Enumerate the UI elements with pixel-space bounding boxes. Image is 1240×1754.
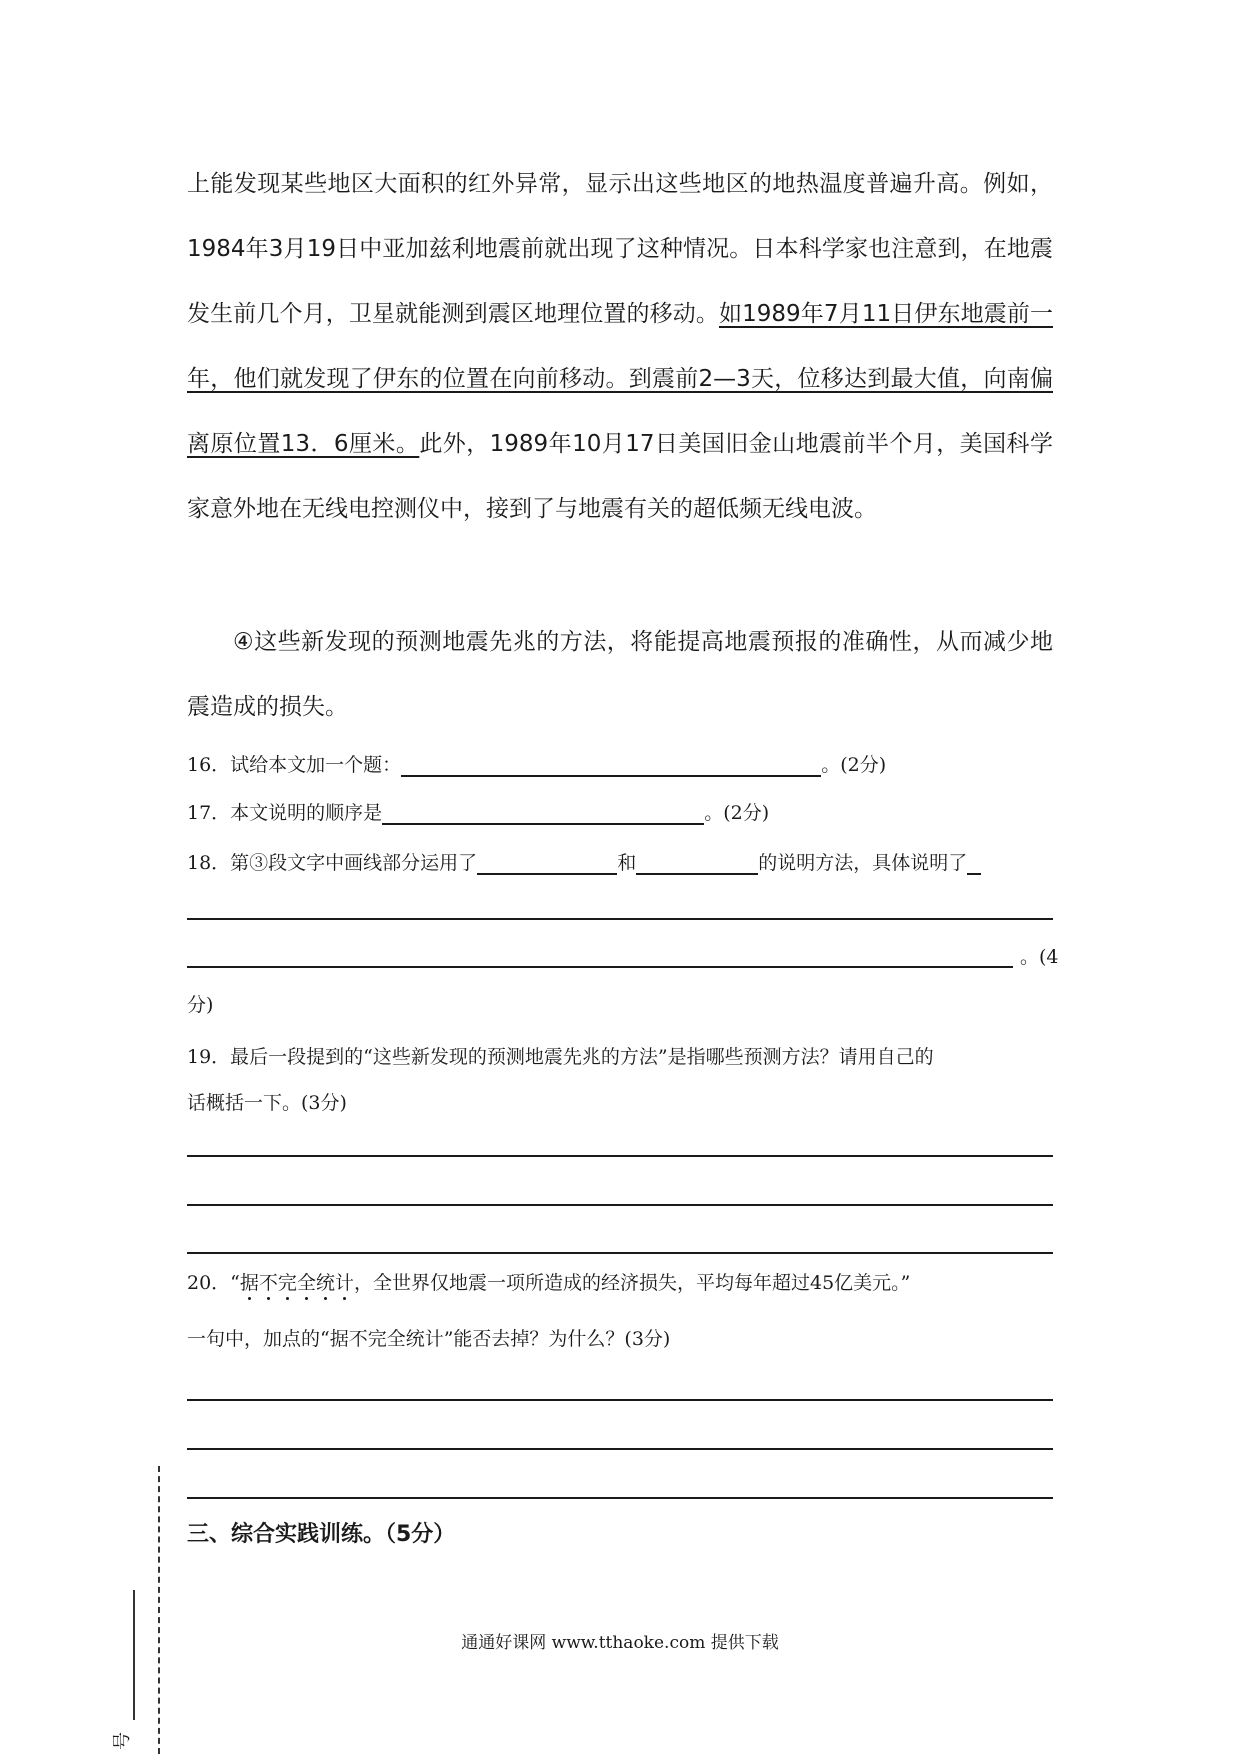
q16-answer-blank[interactable] <box>401 749 821 777</box>
passage-p3-underlined: 如1989年7月11日伊东地震前一年，他们就发现了伊东的位置在向前移动。到震前2—3天，位移达到最大值，向南偏离原位置13．6厘米。 <box>187 301 1053 457</box>
q17-answer-blank[interactable] <box>382 797 704 825</box>
q18-blank-method-2[interactable] <box>636 847 758 875</box>
q20-answer-line-1[interactable] <box>187 1399 1053 1401</box>
q16-score: 。(2分) <box>821 754 887 776</box>
footer-source: 通通好课网 www.tthaoke.com 提供下载 <box>461 1633 779 1653</box>
q18-prompt: 18．第③段文字中画线部分运用了 <box>187 852 478 874</box>
q19-answer-line-2[interactable] <box>187 1204 1053 1206</box>
question-16 <box>187 742 1053 788</box>
q19-line-2: 话概括一下。(3分) <box>187 1092 347 1114</box>
q20-dotted-char: 统 <box>315 1272 335 1294</box>
q18-and: 和 <box>617 852 637 874</box>
passage-p3-lead: 上能发现某些地区大面积的红外异常，显示出这些地区的地热温度普遍升高。例如，1984年3月19日中亚加兹利地震前就出现了这种情况。日本科学家也注意到，在地震发生前几个月，卫星就能测到震区地理位置的移动。 <box>187 171 1053 327</box>
passage-p3-tail: 此外，1989年10月17日美国旧金山地震前半个月，美国科学家意外地在无线电控测仪中，接到了与地震有关的超低频无线电波。 <box>187 431 1053 522</box>
q18-score-b: 分) <box>187 994 214 1016</box>
binding-side-label: 号 <box>112 1732 133 1750</box>
q20-dotted-char: 据 <box>239 1272 259 1294</box>
question-18 <box>187 840 1053 886</box>
passage-paragraph-4: ④这些新发现的预测地震先兆的方法，将能提高地震预报的准确性，从而减少地震造成的损失。 <box>187 629 1053 720</box>
binding-dashed-line <box>158 1466 160 1754</box>
q20-pre: 20．“ <box>187 1272 240 1294</box>
q20-dotted-char: 完 <box>277 1272 297 1294</box>
q16-prompt: 16．试给本文加一个题： <box>187 754 402 776</box>
q20-post: ，全世界仅地震一项所造成的经济损失，平均每年超过45亿美元。” <box>353 1272 911 1294</box>
q18-answer-line-1[interactable] <box>187 918 1053 920</box>
q18-blank-method-1[interactable] <box>477 847 617 875</box>
q20-dotted-char: 计 <box>334 1272 354 1294</box>
q18-rest: 的说明方法，具体说明了 <box>758 852 968 874</box>
section-3-title: 三、综合实践训练。（5分） <box>187 1522 456 1547</box>
q20-answer-line-2[interactable] <box>187 1448 1053 1450</box>
q19-line-1: 19．最后一段提到的“这些新发现的预测地震先兆的方法”是指哪些预测方法？请用自己的 <box>187 1046 934 1068</box>
q18-blank-explain-start[interactable] <box>967 847 981 875</box>
q20-dotted-char: 不 <box>258 1272 278 1294</box>
q20-answer-line-3[interactable] <box>187 1497 1053 1499</box>
q17-prompt: 17．本文说明的顺序是 <box>187 802 383 824</box>
q19-answer-line-1[interactable] <box>187 1155 1053 1157</box>
q20-dotted-char: 全 <box>296 1272 316 1294</box>
q17-score: 。(2分) <box>704 802 770 824</box>
q20-line-1 <box>187 1260 1053 1306</box>
q19-answer-line-3[interactable] <box>187 1252 1053 1254</box>
q18-answer-line-2[interactable] <box>187 966 1013 968</box>
passage-paragraph-3 <box>187 152 1053 542</box>
q20-line-2: 一句中，加点的“据不完全统计”能否去掉？为什么？(3分) <box>187 1328 671 1350</box>
q18-score-a: 。(4 <box>1020 946 1059 968</box>
question-17 <box>187 790 1053 836</box>
binding-fill-line <box>133 1590 135 1720</box>
